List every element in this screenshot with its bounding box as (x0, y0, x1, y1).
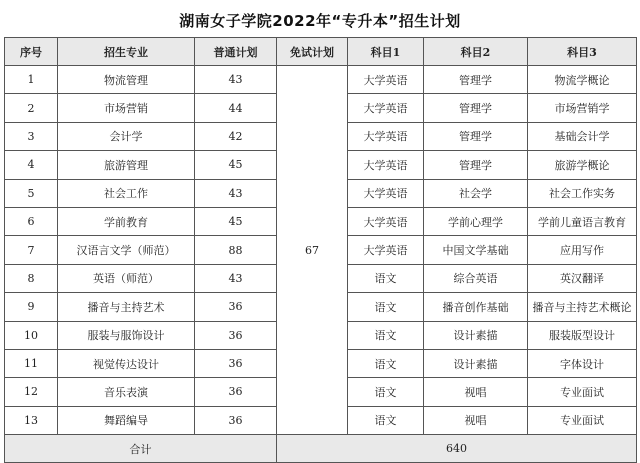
row-number: 2 (5, 94, 58, 122)
header-cell: 免试计划 (277, 38, 348, 66)
total-label: 合计 (5, 435, 277, 463)
subject-2: 视唱 (424, 406, 528, 434)
table-body (5, 66, 637, 435)
total-row (5, 435, 637, 463)
subject-1: 大学英语 (348, 236, 424, 264)
regular-plan: 36 (195, 321, 277, 349)
regular-plan: 43 (195, 179, 277, 207)
subject-3: 服装版型设计 (528, 321, 637, 349)
regular-plan: 43 (195, 264, 277, 292)
subject-1: 语文 (348, 349, 424, 377)
exempt-plan: 67 (277, 66, 348, 435)
major-name: 服装与服饰设计 (58, 321, 195, 349)
subject-3: 字体设计 (528, 349, 637, 377)
subject-3: 市场营销学 (528, 94, 637, 122)
row-number: 11 (5, 349, 58, 377)
subject-1: 大学英语 (348, 179, 424, 207)
row-number: 13 (5, 406, 58, 434)
subject-2: 中国文学基础 (424, 236, 528, 264)
subject-2: 设计素描 (424, 349, 528, 377)
subject-1: 大学英语 (348, 122, 424, 150)
major-name: 播音与主持艺术 (58, 293, 195, 321)
regular-plan: 36 (195, 349, 277, 377)
subject-2: 视唱 (424, 378, 528, 406)
regular-plan: 36 (195, 378, 277, 406)
subject-1: 语文 (348, 378, 424, 406)
subject-2: 播音创作基础 (424, 293, 528, 321)
major-name: 视觉传达设计 (58, 349, 195, 377)
major-name: 社会工作 (58, 179, 195, 207)
regular-plan: 88 (195, 236, 277, 264)
subject-2: 社会学 (424, 179, 528, 207)
major-name: 音乐表演 (58, 378, 195, 406)
major-name: 市场营销 (58, 94, 195, 122)
subject-1: 大学英语 (348, 207, 424, 235)
subject-3: 播音与主持艺术概论 (528, 293, 637, 321)
subject-2: 管理学 (424, 122, 528, 150)
subject-3: 社会工作实务 (528, 179, 637, 207)
subject-3: 应用写作 (528, 236, 637, 264)
subject-3: 基础会计学 (528, 122, 637, 150)
header-cell: 招生专业 (58, 38, 195, 66)
header-cell: 科目2 (424, 38, 528, 66)
header-cell: 序号 (5, 38, 58, 66)
row-number: 7 (5, 236, 58, 264)
subject-2: 设计素描 (424, 321, 528, 349)
regular-plan: 36 (195, 406, 277, 434)
subject-3: 专业面试 (528, 406, 637, 434)
table-row (5, 66, 637, 94)
subject-2: 管理学 (424, 151, 528, 179)
subject-1: 大学英语 (348, 94, 424, 122)
regular-plan: 36 (195, 293, 277, 321)
total-value: 640 (277, 435, 637, 463)
subject-2: 综合英语 (424, 264, 528, 292)
row-number: 8 (5, 264, 58, 292)
subject-3: 专业面试 (528, 378, 637, 406)
admission-plan-table (4, 37, 637, 463)
header-cell: 普通计划 (195, 38, 277, 66)
row-number: 3 (5, 122, 58, 150)
major-name: 学前教育 (58, 207, 195, 235)
row-number: 1 (5, 66, 58, 94)
subject-3: 英汉翻译 (528, 264, 637, 292)
regular-plan: 44 (195, 94, 277, 122)
subject-2: 管理学 (424, 94, 528, 122)
major-name: 汉语言文学（师范） (58, 236, 195, 264)
major-name: 会计学 (58, 122, 195, 150)
regular-plan: 45 (195, 207, 277, 235)
regular-plan: 43 (195, 66, 277, 94)
subject-2: 管理学 (424, 66, 528, 94)
header-cell: 科目1 (348, 38, 424, 66)
major-name: 舞蹈编导 (58, 406, 195, 434)
subject-1: 语文 (348, 264, 424, 292)
subject-1: 语文 (348, 406, 424, 434)
row-number: 12 (5, 378, 58, 406)
major-name: 物流管理 (58, 66, 195, 94)
subject-3: 物流学概论 (528, 66, 637, 94)
document-title: 湖南女子学院2022年“专升本”招生计划 (179, 11, 461, 30)
subject-1: 大学英语 (348, 66, 424, 94)
row-number: 4 (5, 151, 58, 179)
major-name: 英语（师范） (58, 264, 195, 292)
subject-1: 大学英语 (348, 151, 424, 179)
subject-1: 语文 (348, 293, 424, 321)
row-number: 6 (5, 207, 58, 235)
row-number: 9 (5, 293, 58, 321)
regular-plan: 45 (195, 151, 277, 179)
table-header-row (5, 38, 637, 66)
subject-2: 学前心理学 (424, 207, 528, 235)
header-cell: 科目3 (528, 38, 637, 66)
subject-1: 语文 (348, 321, 424, 349)
row-number: 5 (5, 179, 58, 207)
major-name: 旅游管理 (58, 151, 195, 179)
subject-3: 旅游学概论 (528, 151, 637, 179)
row-number: 10 (5, 321, 58, 349)
regular-plan: 42 (195, 122, 277, 150)
subject-3: 学前儿童语言教育 (528, 207, 637, 235)
